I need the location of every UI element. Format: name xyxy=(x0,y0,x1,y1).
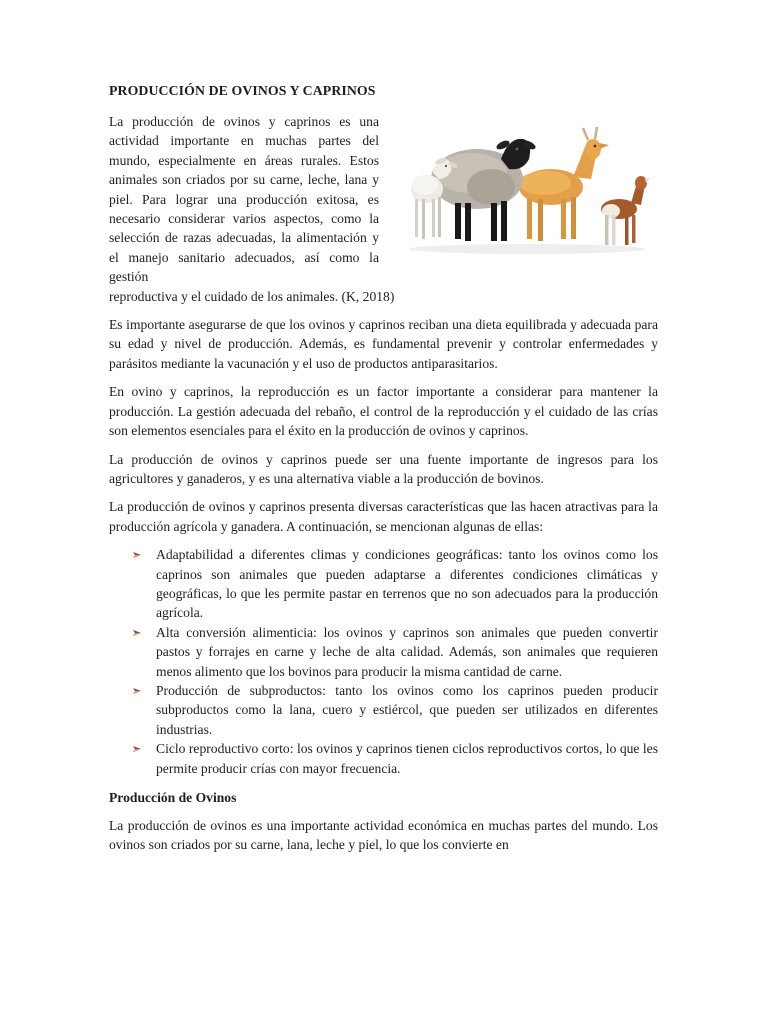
list-item-text: Alta conversión alimenticia: los ovinos y caprinos son animales que pueden convertir pastos y forrajes en carne y leche de alta calidad. Además, son animales que requieren menos alimento que los bovinos para producir la misma cantidad de carne. xyxy=(156,624,658,679)
list-item xyxy=(156,681,658,739)
diamond-bullet-icon xyxy=(132,549,144,561)
kid-goat-figure xyxy=(601,176,649,245)
document-body xyxy=(109,80,658,864)
diamond-bullet-icon xyxy=(132,743,144,755)
document-title: PRODUCCIÓN DE OVINOS Y CAPRINOS xyxy=(109,83,376,98)
list-item xyxy=(156,545,658,623)
paragraph-characteristics: La producción de ovinos y caprinos presenta diversas características que las hacen atractivas para la producción agrícola y ganadera. A continuación, se mencionan algunas de ellas: xyxy=(109,499,658,534)
paragraph-reproduction: En ovino y caprinos, la reproducción es un factor importante a considerar para mantener la producción. La gestión adecuada del rebaño, el control de la reproducción y el cuidado de las crías son elementos esenciales para el éxito en la producción de ovinos y caprinos. xyxy=(109,384,658,439)
list-item xyxy=(156,623,658,681)
section-heading-ovinos: Producción de Ovinos xyxy=(109,790,237,805)
list-item-text: Producción de subproductos: tanto los ovinos como los caprinos pueden producir subproductos como la lana, cuero y estiércol, que pueden ser utilizados en diferentes industrias. xyxy=(156,682,658,737)
sheep-and-goats-image xyxy=(405,125,649,255)
list-item-text: Adaptabilidad a diferentes climas y condiciones geográficas: tanto los ovinos como los caprinos son animales que pueden adaptarse a diferentes condiciones climáticas y geográficas, lo que les permite pastar en terrenos que no son adecuados para la producción agrícola. xyxy=(156,547,658,621)
diamond-bullet-icon xyxy=(132,685,144,697)
intro-text: La producción de ovinos y caprinos es una actividad importante en muchas partes del mundo, especialmente en áreas rurales. Estos animales son criados por su carne, leche, lana y piel. Para lograr una producción exitosa, es necesario considerar varios aspectos, como la selección de razas adecuadas, la alimentación y el manejo sanitario adecuados, así como la gestión xyxy=(109,114,379,285)
paragraph-ovinos: La producción de ovinos es una importante actividad económica en muchas partes del mundo. Los ovinos son criados por su carne, lana, leche y piel, lo que los convierte en xyxy=(109,818,658,853)
characteristics-list xyxy=(109,545,658,778)
intro-text-tail: reproductiva y el cuidado de los animales. (K, 2018) xyxy=(109,288,395,304)
list-item-text: Ciclo reproductivo corto: los ovinos y caprinos tienen ciclos reproductivos cortos, lo que les permite producir crías con mayor frecuencia. xyxy=(156,741,658,776)
paragraph-diet: Es importante asegurarse de que los ovinos y caprinos reciban una dieta equilibrada y adecuada para su edad y nivel de producción. Además, es fundamental prevenir y controlar enfermedades y parásitos mediante la vacunación y el uso de productos antiparasitarios. xyxy=(109,317,658,371)
paragraph-income: La producción de ovinos y caprinos puede ser una fuente importante de ingresos para los agricultores y ganaderos, y es una alternativa viable a la producción de bovinos. xyxy=(109,451,658,486)
diamond-bullet-icon xyxy=(132,627,144,639)
list-item xyxy=(156,739,658,778)
